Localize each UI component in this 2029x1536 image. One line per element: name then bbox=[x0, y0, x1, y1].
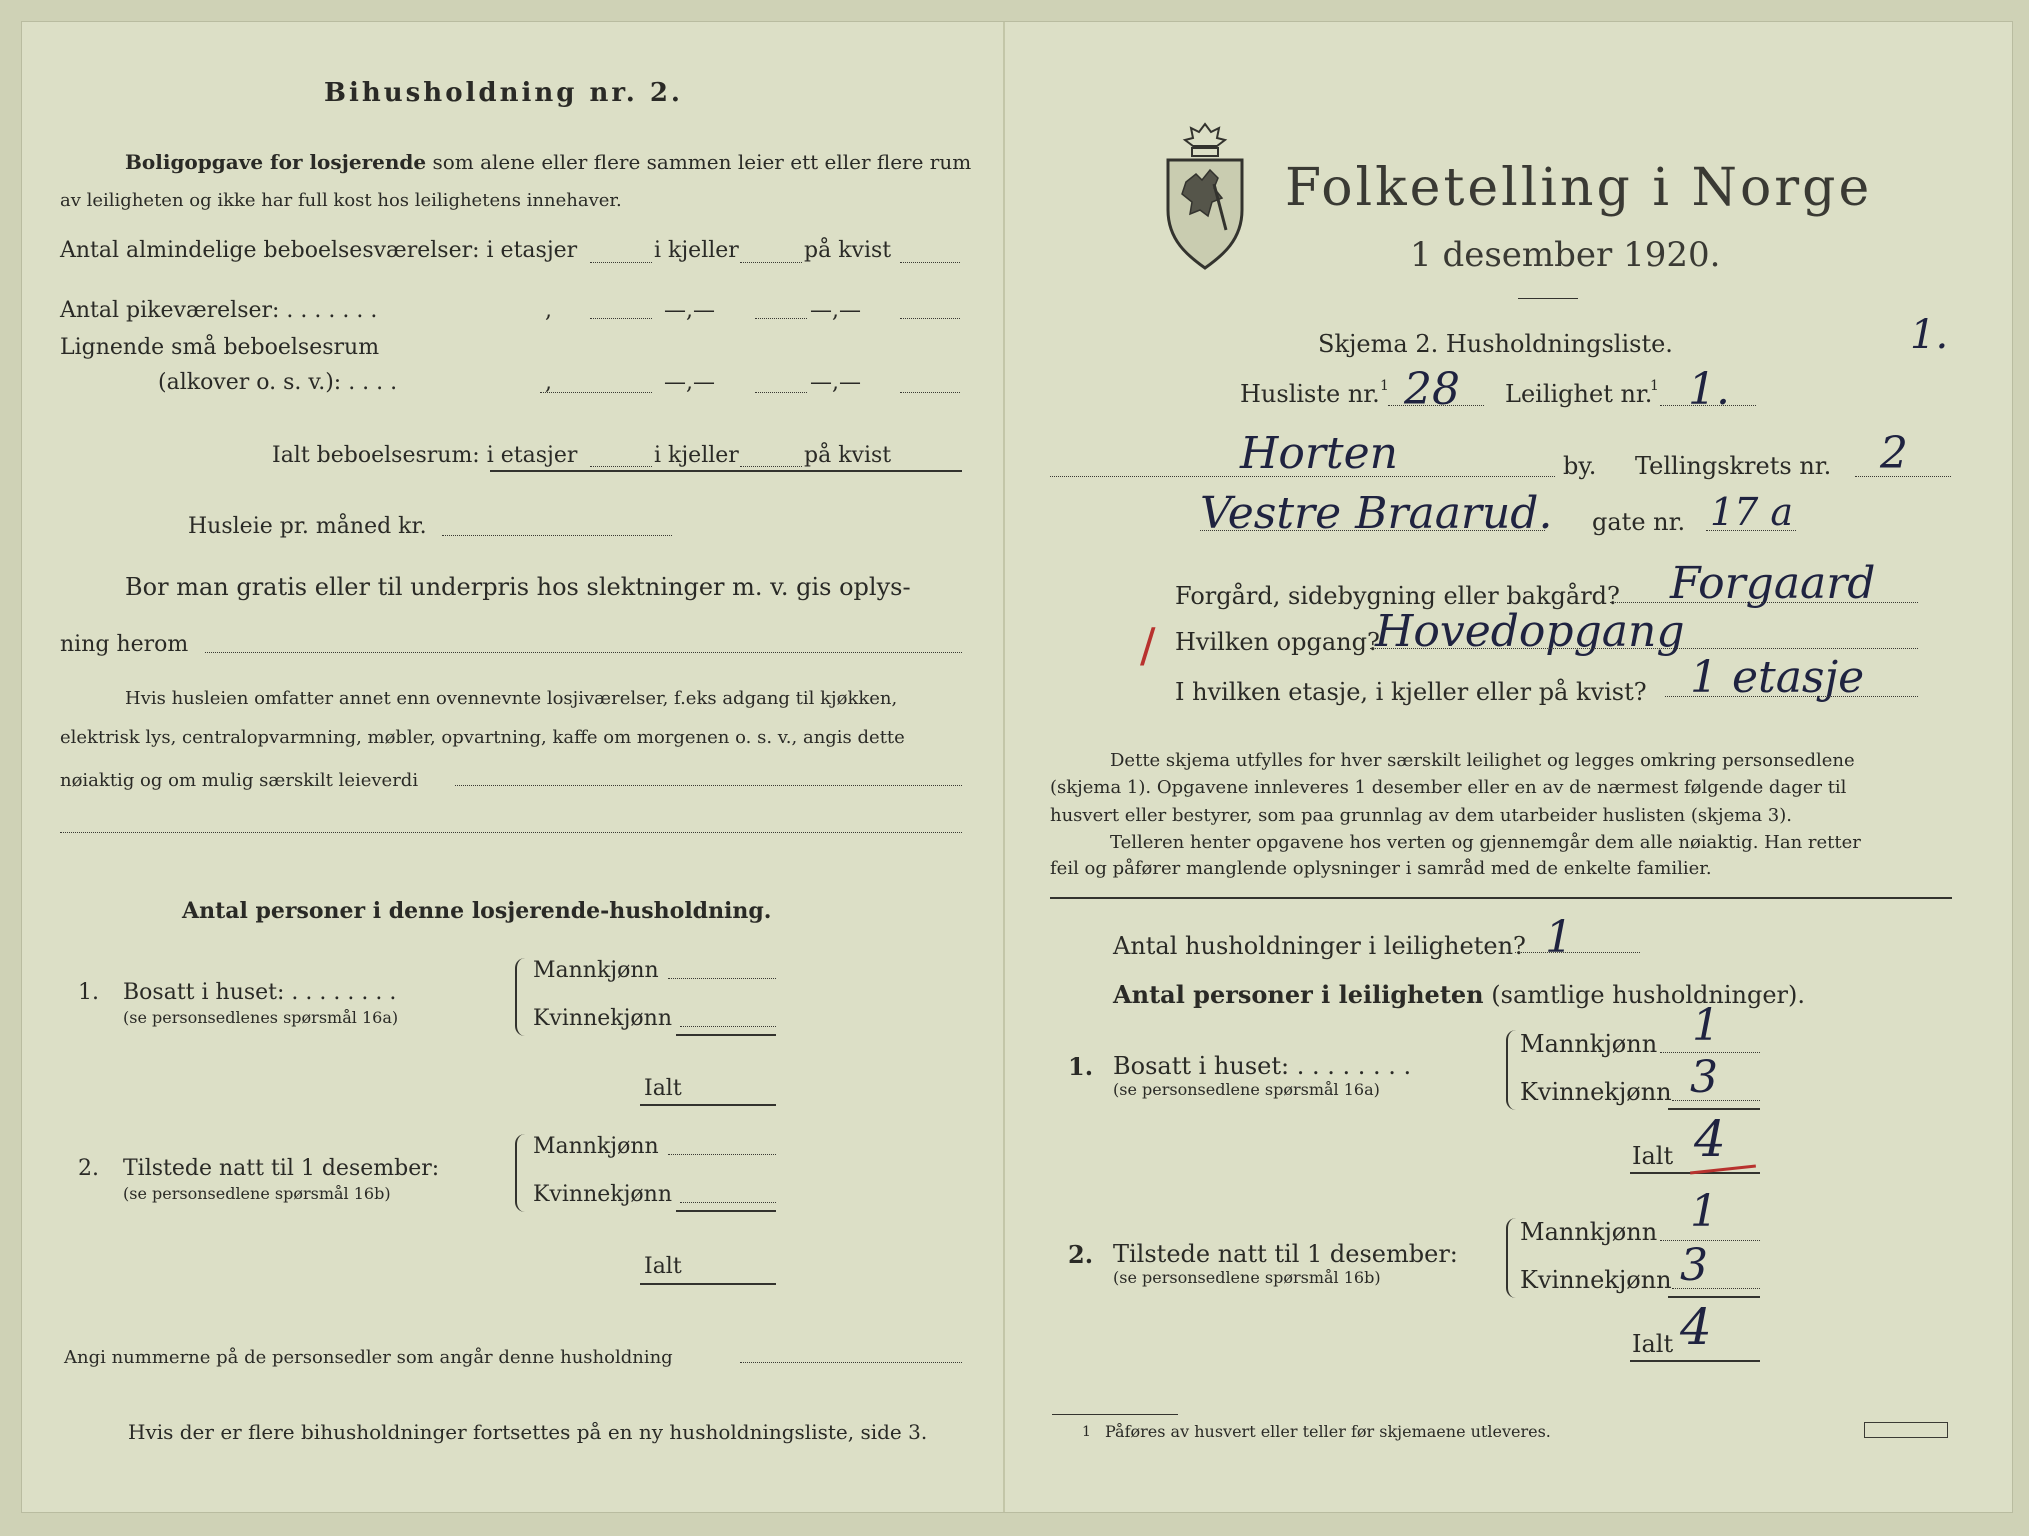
intro-rest-2: av leiligheten og ikke har full kost hos leilighetens innehaver. bbox=[60, 190, 622, 211]
instruction-1: Dette skjema utfylles for hver særskilt leilighet og legges omkring personsedlene bbox=[1110, 750, 1855, 771]
left-q2-num: 2. bbox=[78, 1156, 99, 1181]
left-q1-label: Bosatt i huset: . . . . . . . . bbox=[123, 980, 397, 1005]
entrance-red-mark: / bbox=[1140, 618, 1156, 672]
left-q2-male-line bbox=[668, 1154, 776, 1155]
households-label: Antal husholdninger i leiligheten? bbox=[1113, 932, 1526, 960]
district-line bbox=[1855, 476, 1951, 477]
free-text-line bbox=[205, 652, 962, 653]
right-q2-total-value[interactable]: 4 bbox=[1680, 1298, 1712, 1356]
city-value[interactable]: Horten bbox=[1240, 428, 1398, 479]
households-line bbox=[1515, 952, 1640, 953]
district-label: Tellingskrets nr. bbox=[1635, 452, 1832, 480]
left-q2-female-line bbox=[680, 1202, 776, 1203]
right-q2-male-line bbox=[1660, 1240, 1760, 1241]
street-number-label: gate nr. bbox=[1592, 508, 1686, 536]
right-q2-female-value[interactable]: 3 bbox=[1680, 1240, 1708, 1291]
yard-label: Forgård, sidebygning eller bakgård? bbox=[1175, 582, 1620, 610]
right-q2-label: Tilstede natt til 1 desember: bbox=[1113, 1240, 1458, 1268]
floor-line bbox=[1665, 696, 1918, 697]
right-title: Folketelling i Norge bbox=[1285, 158, 1873, 218]
left-q1-female: Kvinnekjønn bbox=[533, 1006, 672, 1031]
intro-bold: Boligopgave for losjerende bbox=[125, 150, 427, 174]
note-line-1 bbox=[455, 785, 962, 786]
right-q1-total-label: Ialt bbox=[1632, 1142, 1674, 1170]
floor-value[interactable]: 1 etasje bbox=[1690, 652, 1865, 703]
left-q1-male-line bbox=[668, 978, 776, 979]
schema-checkmark-value: 1. bbox=[1910, 312, 1949, 358]
right-q2-total-line bbox=[1630, 1360, 1760, 1362]
note-1: Hvis husleien omfatter annet enn ovennevnte losjiværelser, f.eks adgang til kjøkken, bbox=[125, 688, 898, 709]
page-fold bbox=[1003, 22, 1005, 1512]
left-q2-male: Mannkjønn bbox=[533, 1134, 659, 1159]
left-q1-sum-line bbox=[676, 1034, 776, 1036]
total-floors-line bbox=[590, 466, 652, 467]
maid-comma: , bbox=[545, 298, 552, 323]
maid-attic-line bbox=[900, 318, 960, 319]
note-3: nøiaktig og om mulig særskilt leieverdi bbox=[60, 770, 419, 791]
left-persons-heading: Antal personer i denne losjerende-husholdning. bbox=[182, 898, 772, 924]
yard-line bbox=[1610, 602, 1918, 603]
city-line bbox=[1050, 476, 1555, 477]
rooms-attic-line bbox=[900, 262, 960, 263]
numbers-line bbox=[740, 1362, 962, 1363]
floor-label: I hvilken etasje, i kjeller eller på kvist? bbox=[1175, 678, 1647, 706]
house-list-label: Husliste nr. bbox=[1240, 380, 1380, 408]
entrance-line bbox=[1370, 648, 1918, 649]
right-q1-female-value[interactable]: 3 bbox=[1690, 1052, 1718, 1103]
free-text-1: Bor man gratis eller til underpris hos slektninger m. v. gis oplys- bbox=[125, 573, 911, 601]
apartment-line bbox=[1660, 405, 1756, 406]
maid-rooms-label: Antal pikeværelser: . . . . . . . bbox=[60, 298, 378, 323]
census-date: 1 desember 1920. bbox=[1410, 235, 1721, 275]
street-line bbox=[1200, 530, 1545, 531]
house-list-footnote-mark: 1 bbox=[1380, 378, 1389, 394]
alcove-cellar-line bbox=[755, 392, 807, 393]
alcove-comma: , bbox=[545, 370, 552, 395]
alcove-floors-line bbox=[540, 392, 652, 393]
right-q2-female-label: Kvinnekjønn bbox=[1520, 1266, 1672, 1294]
entrance-value[interactable]: Hovedopgang bbox=[1375, 606, 1685, 657]
right-persons-heading-rest: (samtlige husholdninger). bbox=[1491, 981, 1806, 1009]
printer-stamp bbox=[1864, 1422, 1948, 1438]
left-q2-sum-line bbox=[676, 1210, 776, 1212]
house-list-value[interactable]: 28 bbox=[1404, 364, 1460, 415]
left-q1-num: 1. bbox=[78, 980, 99, 1005]
left-q2-female: Kvinnekjønn bbox=[533, 1182, 672, 1207]
right-q1-label: Bosatt i huset: . . . . . . . . bbox=[1113, 1052, 1412, 1080]
left-q2-sub: (se personsedlene spørsmål 16b) bbox=[123, 1184, 391, 1203]
left-q2-label: Tilstede natt til 1 desember: bbox=[123, 1156, 440, 1181]
right-q2-male-value[interactable]: 1 bbox=[1690, 1186, 1718, 1237]
left-q1-total: Ialt bbox=[644, 1076, 682, 1101]
district-value[interactable]: 2 bbox=[1880, 428, 1908, 479]
right-q1-female-label: Kvinnekjønn bbox=[1520, 1078, 1672, 1106]
apartment-label: Leilighet nr. bbox=[1505, 380, 1653, 408]
left-q1-female-line bbox=[680, 1026, 776, 1027]
street-number-value[interactable]: 17 a bbox=[1710, 490, 1794, 534]
right-q2-total-label: Ialt bbox=[1632, 1330, 1674, 1358]
maid-cellar-line bbox=[755, 318, 807, 319]
title-rule bbox=[1518, 298, 1578, 299]
left-title: Bihusholdning nr. 2. bbox=[324, 78, 683, 108]
apartment-value[interactable]: 1. bbox=[1688, 364, 1730, 415]
right-persons-heading-bold: Antal personer i leiligheten bbox=[1113, 980, 1484, 1009]
right-q1-total-value[interactable]: 4 bbox=[1694, 1110, 1726, 1168]
note-line-2 bbox=[60, 832, 962, 833]
continue-note: Hvis der er flere bihusholdninger fortsettes på en ny husholdningsliste, side 3. bbox=[128, 1420, 928, 1444]
footnote-mark: 1 bbox=[1082, 1424, 1091, 1440]
instruction-rule bbox=[1050, 897, 1952, 899]
right-q1-male-label: Mannkjønn bbox=[1520, 1030, 1658, 1058]
right-q1-sub: (se personsedlene spørsmål 16a) bbox=[1113, 1080, 1380, 1099]
schema-label: Skjema 2. Husholdningsliste. bbox=[1318, 330, 1673, 358]
entrance-label: Hvilken opgang? bbox=[1175, 628, 1380, 656]
maid-floors-line bbox=[590, 318, 652, 319]
left-q1-sub: (se personsedlenes spørsmål 16a) bbox=[123, 1008, 399, 1027]
right-q2-brace bbox=[1506, 1218, 1518, 1298]
total-cellar-line bbox=[740, 466, 802, 467]
note-2: elektrisk lys, centralopvarmning, møbler, opvartning, kaffe om morgenen o. s. v., angis dette bbox=[60, 727, 905, 748]
rooms-cellar-label: i kjeller bbox=[654, 238, 739, 263]
rooms-attic-label: på kvist bbox=[804, 238, 892, 263]
total-rooms-label: Ialt beboelsesrum: i etasjer bbox=[272, 443, 578, 468]
right-q1-female-line bbox=[1672, 1100, 1760, 1101]
households-value[interactable]: 1 bbox=[1545, 912, 1573, 963]
instruction-2: (skjema 1). Opgavene innleveres 1 desember eller en av de nærmest følgende dager til bbox=[1050, 777, 1847, 798]
rooms-cellar-line bbox=[740, 262, 802, 263]
alcove-dash-1: —,— bbox=[664, 370, 715, 395]
right-q1-brace bbox=[1506, 1030, 1518, 1110]
rent-label: Husleie pr. måned kr. bbox=[188, 514, 427, 539]
instruction-3: husvert eller bestyrer, som paa grunnlag av dem utarbeider huslisten (skjema 3). bbox=[1050, 805, 1792, 826]
total-cellar-label: i kjeller bbox=[654, 443, 739, 468]
rooms-floors-line bbox=[590, 262, 652, 263]
free-text-2: ning herom bbox=[60, 632, 189, 657]
left-q2-total-line bbox=[640, 1283, 776, 1285]
rooms-label: Antal almindelige beboelsesværelser: i etasjer bbox=[60, 238, 578, 263]
left-q1-male: Mannkjønn bbox=[533, 958, 659, 983]
left-q2-brace bbox=[515, 1134, 527, 1212]
rent-line bbox=[442, 535, 672, 536]
total-rooms-underline bbox=[490, 470, 962, 472]
right-q2-female-line bbox=[1672, 1288, 1760, 1289]
footnote-text: Påføres av husvert eller teller før skjemaene utleveres. bbox=[1105, 1422, 1551, 1441]
instruction-5: feil og påfører manglende oplysninger i samråd med de enkelte familier. bbox=[1050, 858, 1712, 879]
apartment-footnote-mark: 1 bbox=[1650, 378, 1659, 394]
street-number-line bbox=[1706, 530, 1796, 531]
maid-dash-1: —,— bbox=[664, 298, 715, 323]
left-q1-brace bbox=[515, 958, 527, 1036]
intro-rest-1: som alene eller flere sammen leier ett eller flere rum bbox=[432, 150, 972, 174]
street-value[interactable]: Vestre Braarud. bbox=[1200, 488, 1553, 539]
right-q1-male-value[interactable]: 1 bbox=[1692, 1000, 1720, 1051]
city-label: by. bbox=[1563, 452, 1597, 480]
similar-rooms-label: Lignende små beboelsesrum bbox=[60, 335, 380, 360]
norway-coat-of-arms-icon bbox=[1162, 120, 1248, 272]
alcoves-label: (alkover o. s. v.): . . . . bbox=[158, 370, 398, 395]
total-attic-label: på kvist bbox=[804, 443, 892, 468]
numbers-label: Angi nummerne på de personsedler som angår denne husholdning bbox=[64, 1347, 673, 1368]
house-list-line bbox=[1388, 405, 1484, 406]
right-q2-male-label: Mannkjønn bbox=[1520, 1218, 1658, 1246]
left-q2-total: Ialt bbox=[644, 1254, 682, 1279]
alcove-dash-2: —,— bbox=[810, 370, 861, 395]
maid-dash-2: —,— bbox=[810, 298, 861, 323]
instruction-4: Telleren henter opgavene hos verten og gjennemgår dem alle nøiaktig. Han retter bbox=[1110, 832, 1861, 853]
right-q2-sub: (se personsedlene spørsmål 16b) bbox=[1113, 1268, 1381, 1287]
right-q2-num: 2. bbox=[1068, 1240, 1094, 1269]
footnote-rule bbox=[1052, 1414, 1178, 1415]
alcove-attic-line bbox=[900, 392, 960, 393]
yard-value[interactable]: Forgaard bbox=[1670, 558, 1876, 609]
left-q1-total-line bbox=[640, 1104, 776, 1106]
right-q1-num: 1. bbox=[1068, 1052, 1094, 1081]
